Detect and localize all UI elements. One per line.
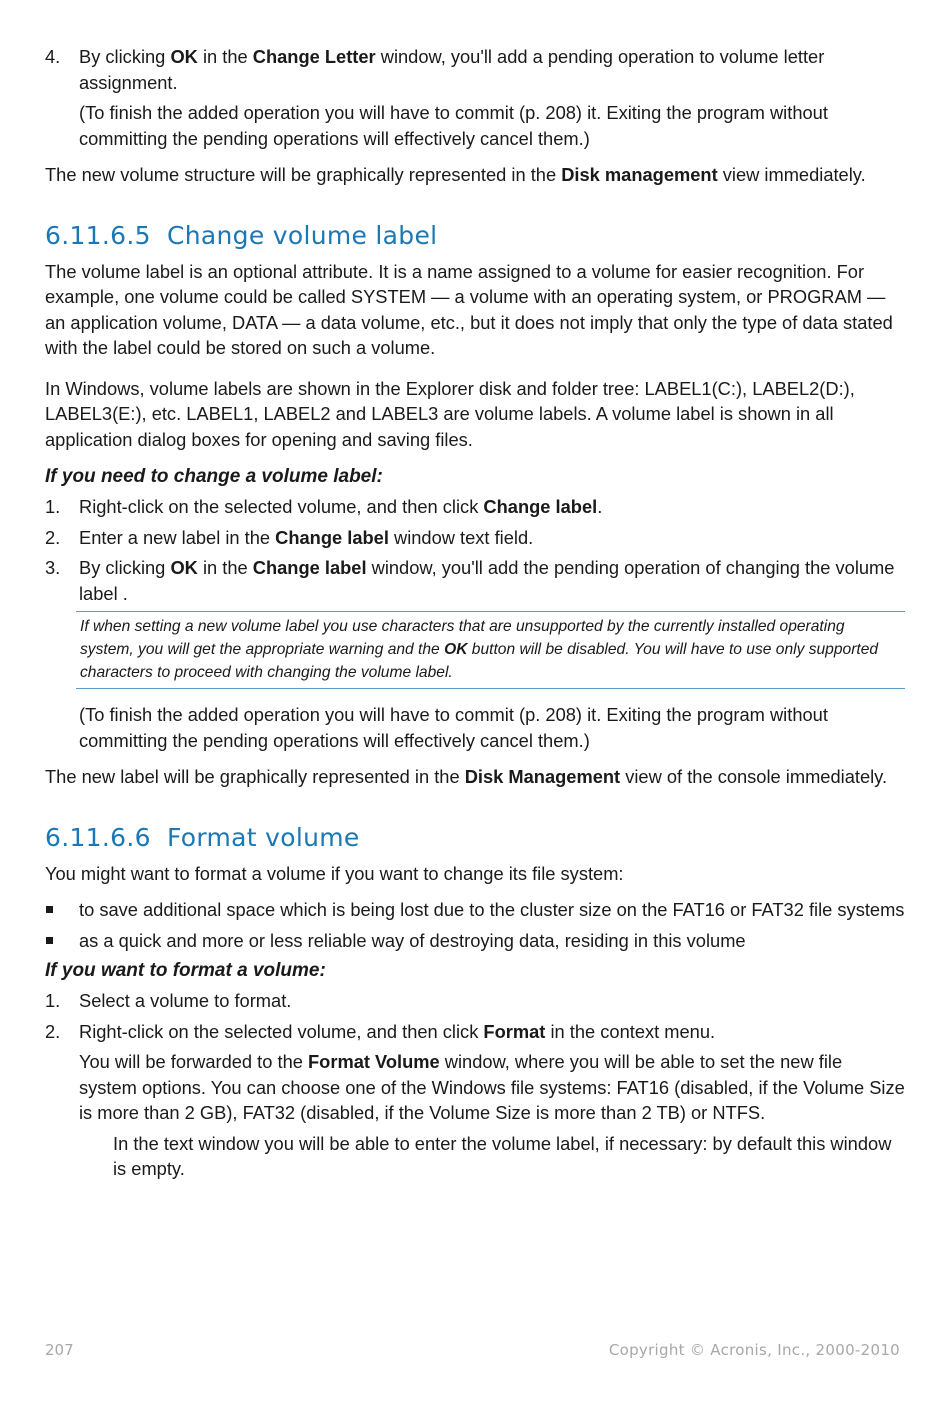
label-step-2: 2. Enter a new label in the Change label window text field. — [45, 526, 534, 548]
list-item: to save additional space which is being lost due to the cluster size on the FAT16 or FAT32 file systems — [45, 897, 905, 923]
section-heading-change-volume-label: 6.11.6.5 Change volume label — [45, 220, 438, 250]
step-4-change-letter: 4. By clicking OK in the Change Letter window, you'll add a pending operation to volume letter assignment. — [45, 46, 825, 93]
commit-note: (To finish the added operation you will have to commit (p. 208) it. Exiting the program without committing the pending operations will effectively cancel them.) — [79, 102, 828, 149]
format-step-1: 1. Select a volume to format. — [45, 990, 292, 1011]
label-step-1: 1. Right-click on the selected volume, and then click Change label. — [45, 496, 603, 517]
document-page — [45, 44, 905, 1182]
new-structure-paragraph: The new volume structure will be graphically represented in the Disk management view immediately. — [45, 164, 866, 185]
page-number: 207 — [45, 1341, 74, 1359]
unsupported-characters-note: If when setting a new volume label you use characters that are unsupported by the currently installed operating system, you will get the appropriate warning and the OK button will be disabled. You will have to use only supported characters to proceed with changing the volume label. — [76, 611, 905, 689]
section-heading-format-volume: 6.11.6.6 Format volume — [45, 822, 360, 852]
format-volume-window-paragraph: You will be forwarded to the Format Volume window, where you will be able to set the new file system options. You can choose one of the Windows file systems: FAT16 (disabled, if the Volume Size is more than 2 GB), FAT32 (disabled, if the Volume Size is more than 2 TB) or NTFS. — [79, 1051, 905, 1123]
label-intro-paragraph: The volume label is an optional attribute. It is a name assigned to a volume for easier recognition. For example, one volume could be called SYSTEM — a volume with an operating system, or PROGRAM — an application volume, DATA — a data volume, etc., but it does not imply that only the type of data stated with the label could be stored on such a volume. — [45, 260, 893, 358]
label-commit-note: (To finish the added operation you will have to commit (p. 208) it. Exiting the program without committing the pending operations will effectively cancel them.) — [79, 704, 828, 751]
change-letter-term: Change Letter — [252, 46, 376, 67]
ok-term: OK — [170, 46, 198, 67]
label-windows-paragraph: In Windows, volume labels are shown in the Explorer disk and folder tree: LABEL1(C:), LABEL2(D:), LABEL3(E:), etc. LABEL1, LABEL2 and LABEL3 are volume labels. A volume label is shown in all application dialog boxes for opening and saving files. — [45, 377, 855, 450]
label-subheading: If you need to change a volume label: — [45, 466, 383, 487]
copyright-notice: Copyright © Acronis, Inc., 2000-2010 — [608, 1341, 900, 1359]
label-step-3: 3. By clicking OK in the Change label window, you'll add the pending operation of changing the volume label . — [45, 557, 895, 604]
new-label-paragraph: The new label will be graphically represented in the Disk Management view of the console immediately. — [45, 766, 888, 787]
text-window-paragraph: In the text window you will be able to enter the volume label, if necessary: by default this window is empty. — [113, 1132, 892, 1179]
format-step-2: 2. Right-click on the selected volume, and then click Format in the context menu. — [45, 1020, 716, 1042]
format-intro-paragraph: You might want to format a volume if you want to change its file system: — [45, 862, 624, 884]
bullet-square-icon — [46, 937, 53, 944]
step-number: 4. — [45, 46, 61, 67]
format-subheading: If you want to format a volume: — [45, 960, 326, 981]
list-item: as a quick and more or less reliable way of destroying data, residing in this volume — [45, 928, 905, 954]
bullet-square-icon — [46, 906, 53, 913]
